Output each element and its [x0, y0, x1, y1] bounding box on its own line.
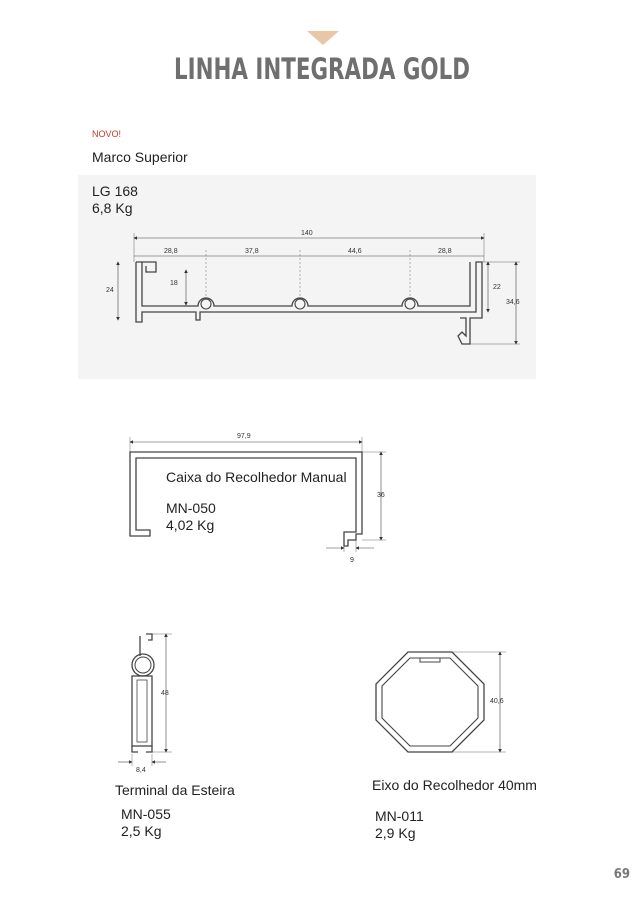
caixa-dim-width: 97,9 [237, 433, 251, 440]
terminal-name: Terminal da Esteira [115, 782, 235, 798]
marco-dim-inner: 18 [170, 280, 178, 287]
eixo-profile-drawing [376, 652, 506, 752]
marco-dim-seg1: 28,8 [164, 248, 178, 255]
marco-dim-seg4: 28,8 [438, 248, 452, 255]
eixo-name: Eixo do Recolhedor 40mm [372, 777, 537, 793]
page-number: 69 [613, 867, 630, 882]
marco-dim-total: 140 [301, 230, 313, 237]
eixo-weight: 2,9 Kg [375, 825, 416, 841]
caixa-weight: 4,02 Kg [166, 517, 215, 533]
marco-name: Marco Superior [92, 149, 188, 165]
marco-profile-drawing [118, 233, 520, 344]
marco-dim-right-inner: 22 [493, 284, 501, 291]
marco-dim-seg3: 44,6 [348, 248, 362, 255]
marco-dim-seg2: 37,8 [245, 248, 259, 255]
terminal-dim-width: 8,4 [136, 767, 146, 774]
new-badge: NOVO! [92, 129, 122, 139]
terminal-dim-height: 48 [161, 690, 169, 697]
eixo-code: MN-011 [375, 808, 424, 824]
caixa-code: MN-050 [166, 500, 216, 516]
marco-weight: 6,8 Kg [92, 200, 133, 216]
terminal-code: MN-055 [121, 806, 171, 822]
marco-dim-right-total: 34,6 [506, 299, 520, 306]
caixa-profile-drawing [130, 437, 386, 552]
terminal-weight: 2,5 Kg [121, 823, 162, 839]
eixo-dim-height: 40,6 [490, 698, 504, 705]
terminal-profile-drawing [118, 634, 172, 766]
marco-dim-left-height: 24 [106, 287, 114, 294]
marco-code: LG 168 [92, 183, 138, 199]
page-title: LINHA INTEGRADA GOLD [174, 52, 470, 86]
caixa-dim-lip: 9 [350, 557, 354, 564]
caixa-dim-height: 36 [377, 492, 385, 499]
caixa-name: Caixa do Recolhedor Manual [166, 469, 347, 485]
